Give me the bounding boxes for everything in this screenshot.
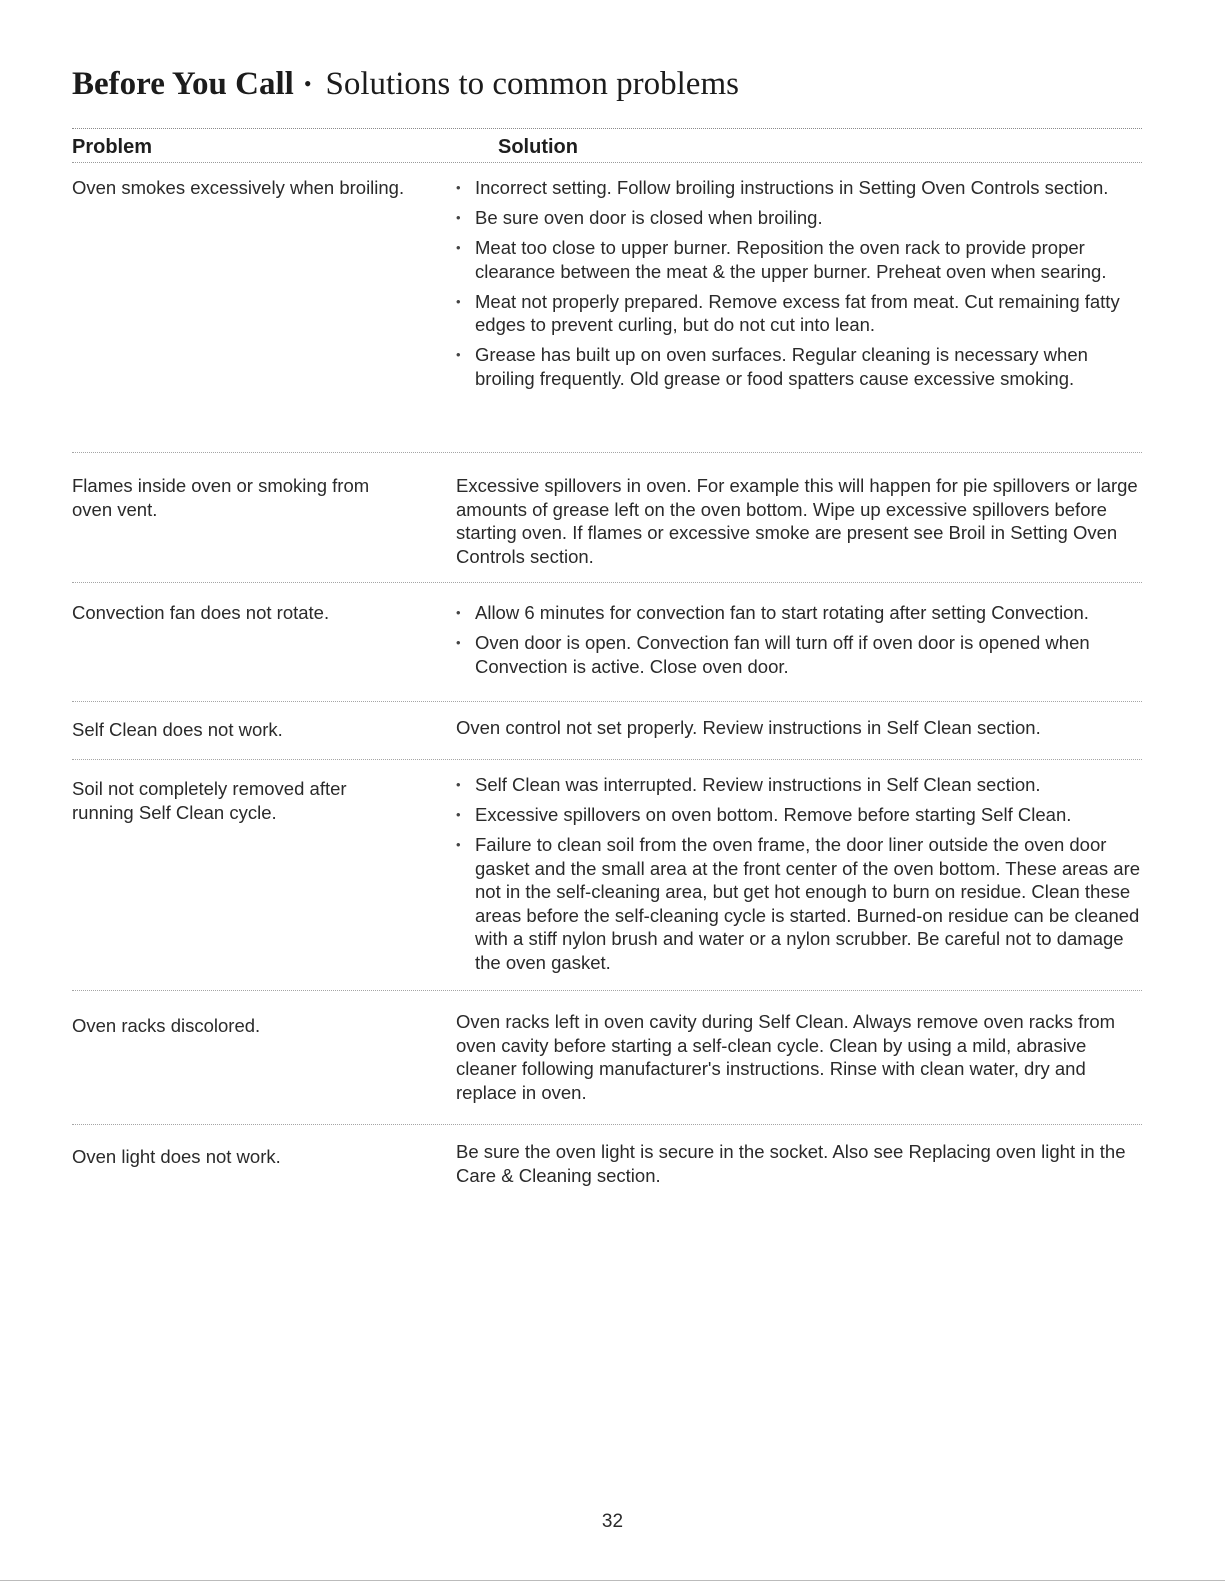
solution-bullet: • Self Clean was interrupted. Review instructions in Self Clean section. [456,773,1146,797]
solution-cell [456,716,1146,740]
solution-list [456,773,1146,974]
solution-bullet: • Grease has built up on oven surfaces. Regular cleaning is necessary when broiling frequently. Old grease or food spatters cause excessive smoking. [456,343,1146,390]
solution-bullet: • Excessive spillovers on oven bottom. Remove before starting Self Clean. [456,803,1146,827]
solution-bullet: • Oven door is open. Convection fan will turn off if oven door is opened when Convection is active. Close oven door. [456,631,1146,678]
solution-text: Excessive spillovers in oven. For example this will happen for pie spillovers or large amounts of grease left on the oven bottom. Wipe up excessive spillovers before starting oven. If flames or excessive smoke are present see Broil in Setting Oven Controls section. [456,475,1138,567]
title-separator: • [303,71,312,96]
solution-bullet: • Meat not properly prepared. Remove excess fat from meat. Cut remaining fatty edges to prevent curling, but do not cut into lean. [456,290,1146,337]
row-divider [72,701,1142,702]
problem-text: Oven smokes excessively when broiling. [72,177,405,198]
solution-bullet: • Be sure oven door is closed when broiling. [456,206,1146,230]
problem-text: Oven light does not work. [72,1146,281,1167]
row-divider [72,582,1142,583]
row-divider [72,990,1142,991]
title-rule [72,128,1142,129]
page-number: 32 [601,1511,624,1532]
solution-text: Be sure the oven light is secure in the socket. Also see Replacing oven light in the Care & Cleaning section. [456,1141,1126,1186]
solution-cell [456,773,1146,981]
title-subtitle: Solutions to common problems [325,66,739,102]
solution-bullet: • Meat too close to upper burner. Reposition the oven rack to provide proper clearance between the meat & the upper burner. Preheat oven when searing. [456,236,1146,283]
row-divider [72,759,1142,760]
solution-text: Oven control not set properly. Review instructions in Self Clean section. [456,717,1041,738]
solution-list [456,176,1146,390]
problem-column-header: Problem [72,136,153,158]
solution-list [456,601,1146,678]
solution-cell [456,176,1146,397]
header-rule [72,162,1142,163]
solution-bullet: • Incorrect setting. Follow broiling instructions in Setting Oven Controls section. [456,176,1146,200]
solution-cell [456,474,1146,568]
problem-text: Soil not completely removed after running Self Clean cycle. [72,778,347,823]
solution-cell [456,1010,1146,1104]
problem-text: Oven racks discolored. [72,1015,261,1036]
solution-cell [456,1140,1146,1187]
solution-bullet: • Failure to clean soil from the oven frame, the door liner outside the oven door gasket and the small area at the front center of the oven bottom. These areas are not in the self-cleaning area, but get hot enough to burn on residue. Clean these areas before the self-cleaning cycle is started. Burned-on residue can be cleaned with a stiff nylon brush and water or a nylon scrubber. Be careful not to damage the oven gasket. [456,833,1146,974]
solution-cell [456,601,1146,685]
page-bottom-edge [0,1580,1225,1581]
page-title [72,66,739,103]
problem-text: Flames inside oven or smoking from oven vent. [72,475,370,520]
solution-bullet: • Allow 6 minutes for convection fan to start rotating after setting Convection. [456,601,1146,625]
problem-text: Convection fan does not rotate. [72,602,330,623]
solution-text: Oven racks left in oven cavity during Self Clean. Always remove oven racks from oven cavity before starting a self-clean cycle. Clean by using a mild, abrasive cleaner following manufacturer's instructions. Rinse with clean water, dry and replace in oven. [456,1011,1116,1103]
row-divider [72,452,1142,453]
row-divider [72,1124,1142,1125]
title-main: Before You Call [72,66,294,102]
solution-column-header: Solution [498,136,578,158]
problem-text: Self Clean does not work. [72,719,283,740]
